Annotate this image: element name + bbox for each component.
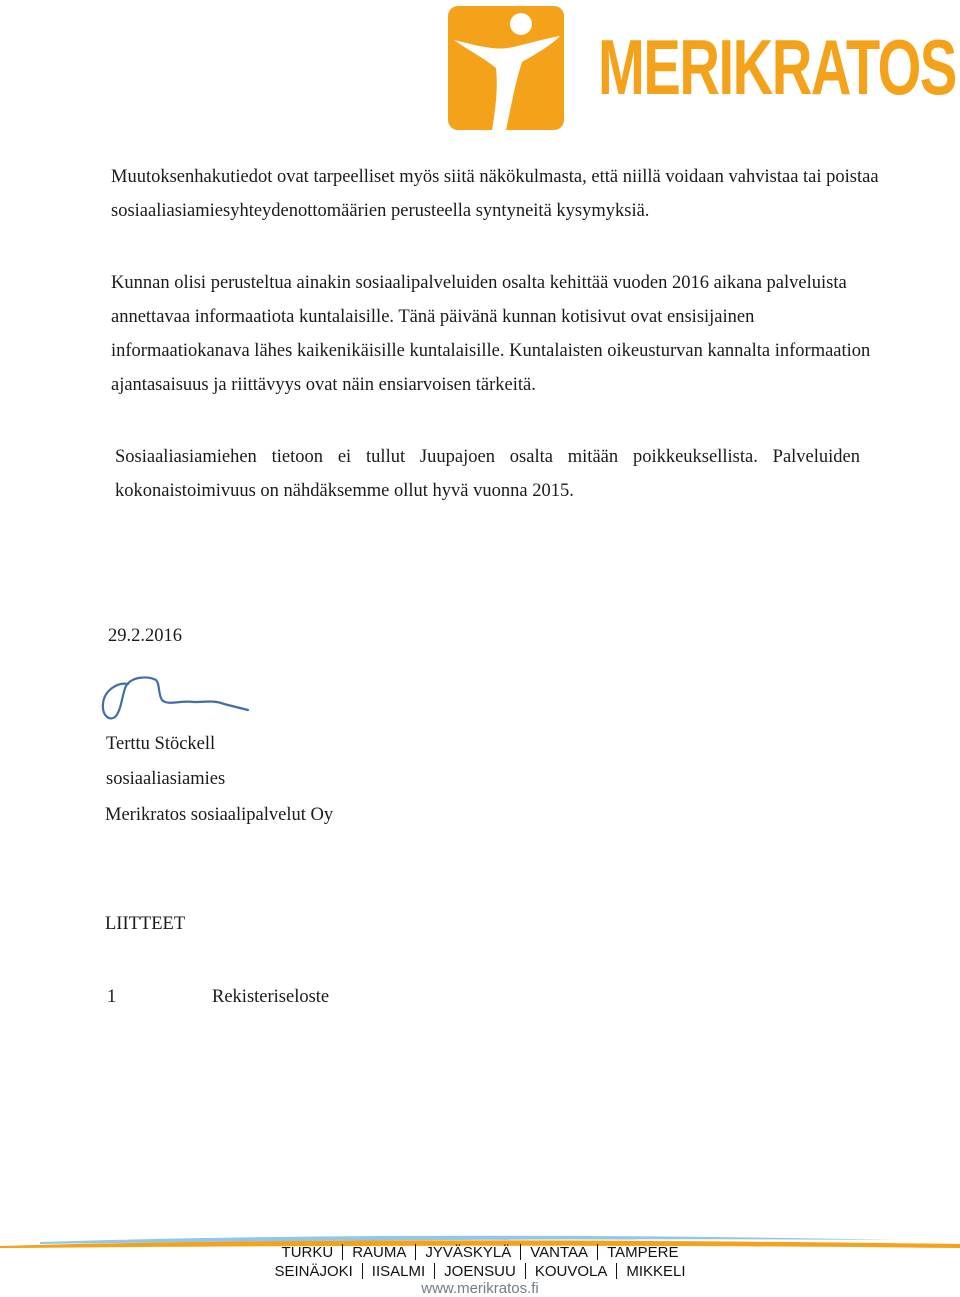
signer-title: sosiaaliasiamies [106, 769, 226, 789]
footer-city: JOENSUU [444, 1263, 516, 1280]
footer-separator [597, 1244, 598, 1260]
footer-city: SEINÄJOKI [274, 1263, 353, 1280]
footer-cities-row-2 [0, 1263, 960, 1280]
footer-website-link[interactable]: www.merikratos.fi [421, 1280, 539, 1297]
footer-separator [525, 1263, 526, 1279]
merikratos-logo-icon [448, 6, 564, 130]
footer-city: TAMPERE [607, 1244, 679, 1261]
paragraph-summary: Sosiaaliasiamiehen tietoon ei tullut Juupajoen osalta mitään poikkeuksellista. Palveluiden kokonaistoimivuus on nähdäksemme ollut hyvä vuonna 2015. [115, 447, 860, 501]
attachment-title: Rekisteriseloste [212, 987, 330, 1007]
footer-separator [616, 1263, 617, 1279]
footer-city: MIKKELI [626, 1263, 686, 1280]
document-date: 29.2.2016 [108, 626, 182, 646]
signer-organization: Merikratos sosiaalipalvelut Oy [105, 805, 334, 825]
attachments-heading: LIITTEET [105, 914, 186, 934]
footer-separator [415, 1244, 416, 1260]
paragraph-information-development: Kunnan olisi perusteltua ainakin sosiaalipalveluiden osalta kehittää vuoden 2016 aikana palveluista annettavaa informaatiota kuntalaisille. Tänä päivänä kunnan kotisivut ovat ensisijainen informaatiokanava lähes kaikenikäisille kuntalaisille. Kuntalaisten oikeusturvan kannalta informaation ajantasaisuus ja riittävyys ovat näin ensiarvoisen tärkeitä. [111, 273, 871, 395]
footer-cities-row-1 [0, 1244, 960, 1261]
footer-city: TURKU [281, 1244, 334, 1261]
handwritten-signature [98, 672, 252, 726]
footer-city: JYVÄSKYLÄ [425, 1244, 512, 1261]
footer-separator [434, 1263, 435, 1279]
footer-city: VANTAA [530, 1244, 589, 1261]
merikratos-wordmark: MERIKRATOS [598, 23, 956, 111]
footer-city: RAUMA [352, 1244, 407, 1261]
footer-city: IISALMI [371, 1263, 426, 1280]
footer-separator [362, 1263, 363, 1279]
attachment-number: 1 [107, 987, 117, 1007]
merikratos-logo [448, 6, 956, 132]
footer-separator [342, 1244, 343, 1260]
signer-name: Terttu Stöckell [106, 734, 216, 754]
paragraph-appeal-info: Muutoksenhakutiedot ovat tarpeelliset myös siitä näkökulmasta, että niillä voidaan vahvistaa tai poistaa sosiaaliasiamiesyhteydenottomäärien perusteella syntyneitä kysymyksiä. [111, 167, 879, 221]
footer-separator [520, 1244, 521, 1260]
footer-city: KOUVOLA [534, 1263, 608, 1280]
